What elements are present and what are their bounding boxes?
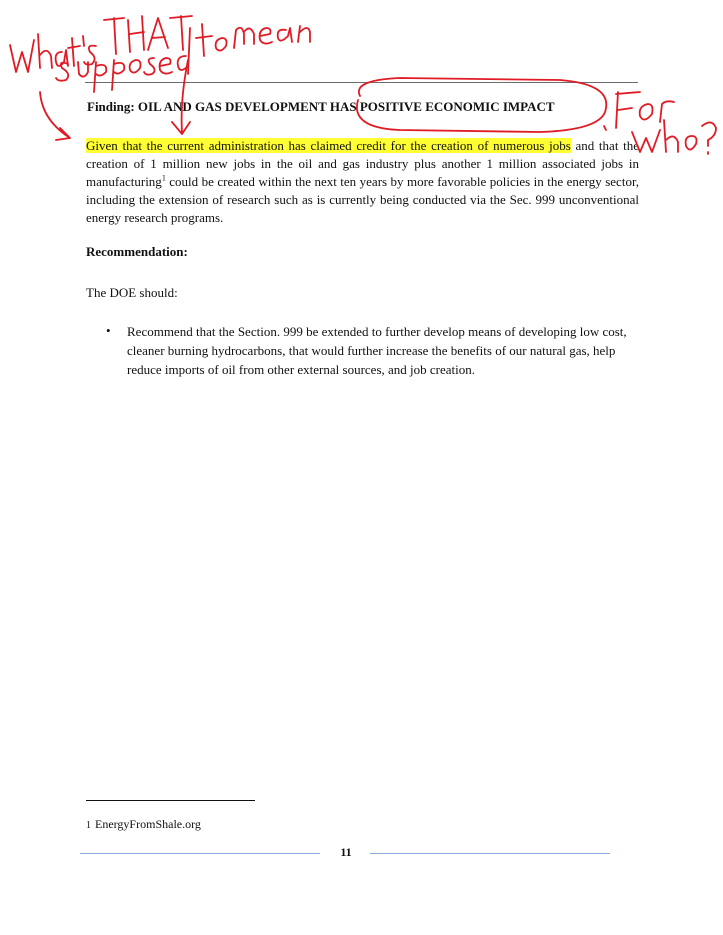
arrow-icon-middle — [172, 60, 190, 134]
footnote-text: EnergyFromShale.org — [95, 817, 201, 831]
footnote-separator — [86, 800, 255, 801]
bullet-icon: • — [106, 323, 111, 338]
arrow-icon-left — [40, 92, 70, 140]
recommendation-label: Recommendation: — [86, 244, 188, 259]
handwritten-note-whats-that — [10, 16, 192, 72]
footnote-reference[interactable]: 1 — [161, 173, 166, 183]
page-number: 11 — [340, 845, 352, 859]
recommendation-intro: The DOE should: — [86, 285, 178, 300]
footer-rule-left — [80, 853, 320, 854]
footnote-marker: 1 — [86, 820, 91, 831]
finding-heading: Finding: OIL AND GAS DEVELOPMENT HAS POSITIVE ECONOMIC IMPACT — [87, 99, 555, 114]
top-rule — [85, 82, 638, 83]
finding-paragraph — [86, 137, 639, 227]
paragraph-text-2: could be created within the next ten years by more favorable policies in the energy sector, including the extension of research such as is currently being conducted via the Sec. 999 unconventional energy research programs. — [86, 174, 639, 225]
footer-rule-right — [370, 853, 610, 854]
bullet-item: Recommend that the Section. 999 be extended to further develop means of developing low cost, cleaner burning hydrocarbons, that would further increase the benefits of our natural gas, help reduce imports of oil from other external sources, and job creation. — [127, 324, 627, 377]
paragraph-text-1: and that the creation of 1 million new jobs in the oil and gas industry plus another 1 million associated jobs in manufacturing — [86, 138, 639, 189]
highlighted-text: Given that the current administration has claimed credit for the creation of numerous jobs — [86, 138, 571, 153]
footnote — [86, 817, 201, 832]
